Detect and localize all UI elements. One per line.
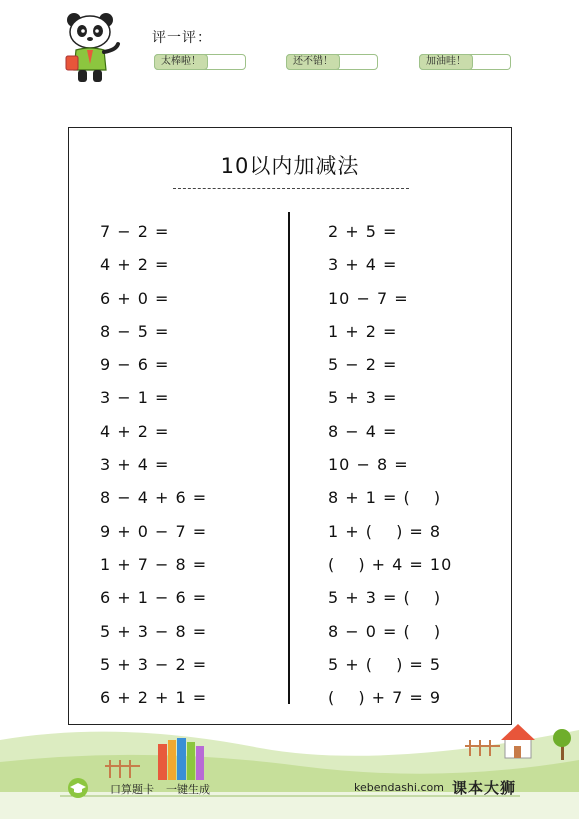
footer-label-cards: 口算题卡 (110, 783, 154, 796)
worksheet-frame (68, 127, 512, 725)
footer-brand: 课本大狮 (452, 779, 517, 797)
rating-tag: 太棒啦！ (154, 54, 208, 70)
rating-box-great[interactable] (154, 54, 246, 70)
math-problem: 5 + 3 = ( ) (328, 588, 442, 608)
math-problem: 1 + 2 = (328, 321, 398, 341)
math-problem: 6 + 1 − 6 = (100, 588, 208, 608)
math-problem: 4 + 2 = (100, 255, 170, 275)
math-problem: ( ) + 4 = 10 (328, 554, 453, 574)
column-divider (288, 212, 290, 704)
footer-landscape (0, 700, 579, 819)
math-problem: 5 + ( ) = 5 (328, 654, 442, 674)
math-problem: 5 + 3 = (328, 388, 398, 408)
house-icon (501, 724, 535, 758)
math-problem: 2 + 5 = (328, 222, 398, 241)
math-problem: 5 + 3 − 8 = (100, 621, 208, 641)
rating-box-good[interactable] (286, 54, 378, 70)
math-problem: 3 + 4 = (328, 255, 398, 275)
math-problem: 5 + 3 − 2 = (100, 654, 208, 674)
math-problem: 8 + 1 = ( ) (328, 488, 442, 508)
footer-label-generate: 一键生成 (166, 783, 210, 796)
math-problem: 9 − 6 = (100, 355, 170, 375)
math-problem: ( ) + 7 = 9 (328, 688, 442, 708)
rating-tag: 还不错！ (286, 54, 340, 70)
math-problem: 10 − 8 = (328, 455, 409, 475)
math-problem: 8 − 5 = (100, 321, 170, 341)
rating-box-keep-going[interactable] (419, 54, 511, 70)
math-problem: 3 − 1 = (100, 388, 170, 408)
title-divider (173, 188, 409, 189)
math-problem: 6 + 0 = (100, 288, 170, 308)
math-problem: 10 − 7 = (328, 288, 409, 308)
math-problem: 6 + 2 + 1 = (100, 688, 208, 708)
math-problem: 1 + ( ) = 8 (328, 521, 442, 541)
math-problem: 8 − 4 = (328, 421, 398, 441)
math-problem: 5 − 2 = (328, 355, 398, 375)
footer-site-url[interactable]: kebendashi.com (354, 781, 444, 794)
math-problem: 7 − 2 = (100, 222, 170, 241)
math-problem: 8 − 4 + 6 = (100, 488, 208, 508)
graduation-cap-icon (66, 778, 90, 798)
right-problem-column (328, 215, 452, 714)
panda-mascot-icon (58, 8, 128, 86)
math-problem: 3 + 4 = (100, 455, 170, 475)
math-problem: 9 + 0 − 7 = (100, 521, 208, 541)
left-problem-column (100, 215, 207, 714)
math-problem: 8 − 0 = ( ) (328, 621, 442, 641)
worksheet-title: 10以内加减法 (220, 154, 360, 178)
math-problem: 4 + 2 = (100, 421, 170, 441)
rating-tag: 加油哇！ (419, 54, 473, 70)
math-problem: 1 + 7 − 8 = (100, 554, 208, 574)
rating-label: 评一评： (152, 30, 212, 46)
